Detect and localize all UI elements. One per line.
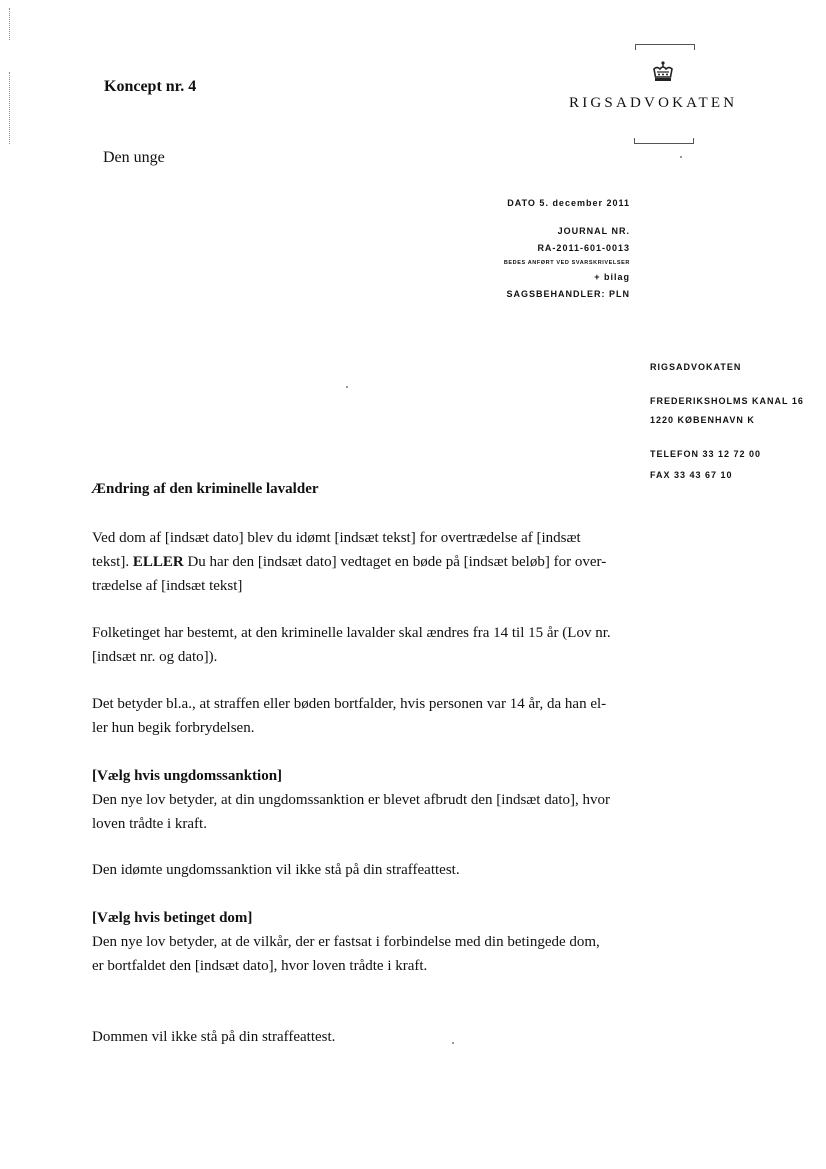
text-line: [indsæt nr. og dato]). — [92, 649, 218, 665]
text-line: er bortfaldet den [indsæt dato], hvor loven trådte i kraft. — [92, 958, 428, 974]
crown-icon — [650, 60, 676, 86]
address-city: 1220 KØBENHAVN K — [650, 415, 755, 425]
paragraph-law-change — [92, 621, 634, 669]
paragraph-consequence — [92, 692, 634, 740]
text-line: Det betyder bl.a., at straffen eller bøden bortfalder, hvis personen var 14 år, da han el- — [92, 696, 607, 712]
address-phone: TELEFON 33 12 72 00 — [650, 449, 762, 459]
journal-number: RA-2011-601-0013 — [537, 243, 630, 253]
text-line: loven trådte i kraft. — [92, 816, 207, 832]
address-fax: FAX 33 43 67 10 — [650, 470, 733, 480]
attachment-line: + bilag — [594, 272, 630, 282]
journal-label: JOURNAL NR. — [557, 226, 630, 236]
scan-margin-mark — [9, 72, 10, 144]
spacer — [504, 210, 630, 223]
paragraph-verdict — [92, 526, 634, 598]
alternative-marker: ELLER — [132, 554, 184, 570]
text-line: Den nye lov betyder, at din ungdomssanktion er blevet afbrudt den [indsæt dato], hvor — [92, 792, 611, 808]
address-org: RIGSADVOKATEN — [650, 362, 742, 372]
scan-speck — [452, 1042, 454, 1044]
logo-frame-top — [635, 44, 695, 50]
text-line — [92, 550, 634, 574]
text-line: ler hun begik forbrydelsen. — [92, 720, 255, 736]
scan-speck — [680, 156, 682, 158]
section-heading: [Vælg hvis ungdomssanktion] — [92, 768, 283, 784]
document-meta — [504, 197, 630, 301]
date-line: DATO 5. december 2011 — [507, 198, 630, 208]
text-line: Folketinget har bestemt, at den kriminelle lavalder skal ændres fra 14 til 15 år (Lov nr. — [92, 625, 611, 641]
section-youth-sanction — [92, 764, 634, 836]
scan-margin-mark — [9, 8, 10, 40]
scan-speck — [346, 386, 348, 388]
logo-frame-bottom — [634, 138, 694, 144]
address-street: FREDERIKSHOLMS KANAL 16 — [650, 396, 804, 406]
reference-note: BEDES ANFØRT VED SVARSKRIVELSER — [503, 260, 630, 266]
text-segment: tekst]. — [92, 554, 130, 570]
subject-heading: Ændring af den kriminelle lavalder — [91, 481, 319, 497]
section-conditional-sentence-note — [92, 1025, 634, 1049]
text-line: Dommen vil ikke stå på din straffeattest. — [92, 1029, 336, 1045]
section-conditional-sentence — [92, 906, 634, 978]
recipient-line: Den unge — [103, 149, 165, 166]
section-heading: [Vælg hvis betinget dom] — [92, 910, 253, 926]
section-youth-sanction-note — [92, 858, 634, 882]
organization-logo-text: RIGSADVOKATEN — [569, 95, 738, 111]
text-segment: Du har den [indsæt dato] vedtaget en bøde på [indsæt beløb] for over- — [187, 554, 607, 570]
text-line: trædelse af [indsæt tekst] — [92, 578, 243, 594]
sender-address — [650, 361, 804, 482]
concept-number: Koncept nr. 4 — [104, 78, 197, 95]
text-line: Den nye lov betyder, at de vilkår, der er fastsat i forbindelse med din betingede dom, — [92, 934, 600, 950]
text-line: Den idømte ungdomssanktion vil ikke stå på din straffeattest. — [92, 862, 460, 878]
text-line: Ved dom af [indsæt dato] blev du idømt [indsæt tekst] for overtrædelse af [indsæt — [92, 530, 581, 546]
case-handler-line: SAGSBEHANDLER: PLN — [506, 289, 630, 299]
